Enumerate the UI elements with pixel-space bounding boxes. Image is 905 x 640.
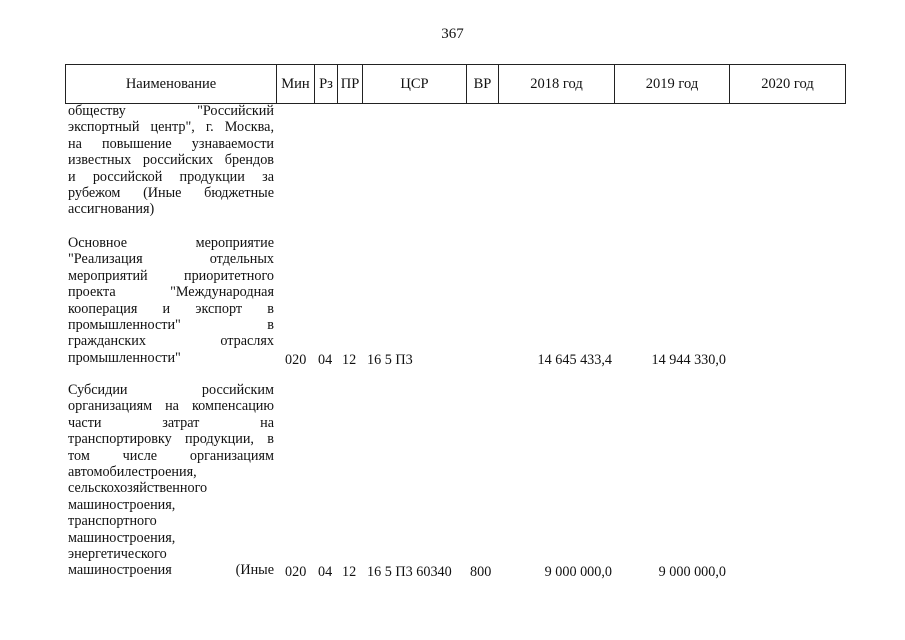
name-line: ассигнования) [68,201,155,218]
column-header-name: Наименование [66,65,277,104]
name-line: энергетического [68,546,167,563]
table-row [65,382,845,582]
name-line: том числе организациям [68,447,274,464]
column-header-min: Мин [277,65,315,104]
cell-vr: 800 [470,564,492,580]
column-header-2018: 2018 год [499,65,615,104]
cell-pr: 12 [342,352,357,368]
name-line: машиностроения (Иные [68,562,274,579]
name-line: промышленности" в [68,317,274,334]
cell-2019: 9 000 000,0 [658,564,726,580]
name-line: на повышение узнаваемости [68,135,274,152]
cell-min: 020 [285,352,307,368]
row-name [68,382,274,579]
cell-csr: 16 5 П3 60340 [367,564,452,580]
name-line: гражданских отраслях [68,333,274,350]
column-header-rz: Рз [315,65,338,104]
name-line: части затрат на [68,414,274,431]
column-header-vr: ВР [467,65,499,104]
name-line: Основное мероприятие [68,235,274,251]
page-number: 367 [441,26,464,42]
name-line: рубежом (Иные бюджетные [68,185,274,202]
table-row [65,235,845,370]
name-line: промышленности" [68,349,181,366]
name-line: и российской продукции за [68,168,274,185]
row-name [68,103,274,218]
cell-csr: 16 5 П3 [367,352,413,368]
cell-min: 020 [285,564,307,580]
name-line: транспортного [68,513,157,530]
table-row [65,103,845,223]
cell-rz: 04 [318,352,333,368]
name-line: известных российских брендов [68,152,274,169]
name-line: Субсидии российским [68,382,274,398]
name-line: транспортировку продукции, в [68,431,274,448]
column-header-2020: 2020 год [730,65,846,104]
name-line: мероприятий приоритетного [68,267,274,284]
cell-2019: 14 944 330,0 [651,352,726,368]
cell-2018: 14 645 433,4 [537,352,612,368]
name-line: кооперация и экспорт в [68,300,274,317]
cell-pr: 12 [342,564,357,580]
row-name [68,235,274,366]
name-line: обществу "Российский [68,103,274,119]
name-line: проекта "Международная [68,284,274,301]
column-header-2019: 2019 год [615,65,730,104]
header-table [65,64,846,104]
name-line: экспортный центр", г. Москва, [68,119,274,136]
name-line: машиностроения, [68,496,176,513]
column-header-pr: ПР [338,65,363,104]
cell-rz: 04 [318,564,333,580]
name-line: "Реализация отдельных [68,251,274,268]
column-header-csr: ЦСР [363,65,467,104]
name-line: автомобилестроения, [68,464,197,481]
name-line: организациям на компенсацию [68,398,274,415]
name-line: машиностроения, [68,529,176,546]
name-line: сельскохозяйственного [68,480,208,497]
cell-2018: 9 000 000,0 [544,564,612,580]
